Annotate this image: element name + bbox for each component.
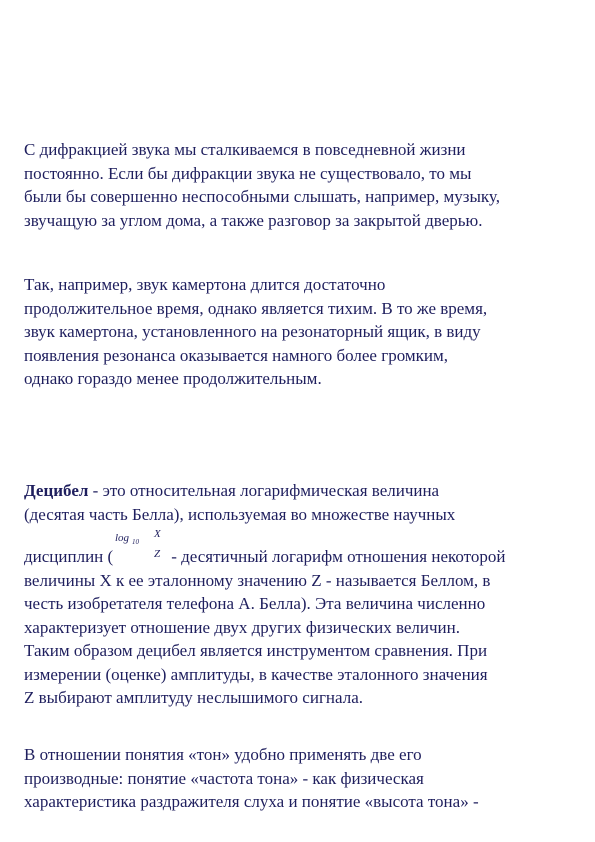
formula-base: 10 [132, 538, 140, 546]
text-line: однако гораздо менее продолжительным. [24, 369, 322, 388]
formula-log: log [115, 532, 130, 544]
text-line: продолжительное время, однако является тихим. В то же время, [24, 298, 488, 318]
text-line: производные: понятие «частота тона» - как физическая [24, 768, 424, 788]
text-line: постоянно. Если бы дифракции звука не существовало, то мы [24, 163, 472, 183]
definition-text: - это относительная логарифмическая величина [88, 481, 440, 500]
paragraph-tone [24, 743, 572, 814]
paragraph-decibel [24, 479, 572, 710]
paragraph-diffraction [24, 138, 572, 232]
formula-numerator: X [154, 528, 161, 540]
text-fragment: - десятичный логарифм отношения некоторой [171, 547, 506, 566]
log-formula-graphic [113, 527, 171, 563]
text-line: были бы совершенно неспособными слышать, например, музыку, [24, 187, 500, 206]
text-line: Так, например, звук камертона длится достаточно [24, 275, 386, 294]
text-line-with-formula [24, 528, 572, 569]
text-line: Z выбирают амплитуду неслышимого сигнала. [24, 688, 363, 707]
paragraph-tuning-fork [24, 273, 572, 391]
text-line: честь изобретателя телефона А. Белла). Эта величина численно [24, 594, 486, 613]
text-line: Таким образом децибел является инструментом сравнения. При [24, 641, 488, 660]
text-line: характеристика раздражителя слуха и понятие «высота тона» - [24, 792, 479, 811]
log-formula [113, 528, 171, 562]
formula-denominator: Z [154, 548, 161, 560]
text-line: появления резонанса оказывается намного более громким, [24, 345, 448, 365]
text-line: величины X к ее эталонному значению Z - называется Беллом, в [24, 570, 491, 590]
text-line [24, 479, 572, 503]
text-line: звук камертона, установленного на резонаторный ящик, в виду [24, 322, 481, 341]
term-decibel: Децибел [24, 481, 89, 500]
text-line: С дифракцией звука мы сталкиваемся в повседневной жизни [24, 140, 466, 159]
text-line: звучащую за углом дома, а также разговор за закрытой дверью. [24, 210, 483, 230]
text-line: измерении (оценке) амплитуды, в качестве эталонного значения [24, 664, 488, 684]
text-fragment: дисциплин ( [24, 547, 114, 566]
text-line: В отношении понятия «тон» удобно применять две его [24, 745, 422, 764]
text-line: характеризует отношение двух других физических величин. [24, 617, 460, 637]
text-line: (десятая часть Белла), используемая во множестве научных [24, 504, 456, 524]
